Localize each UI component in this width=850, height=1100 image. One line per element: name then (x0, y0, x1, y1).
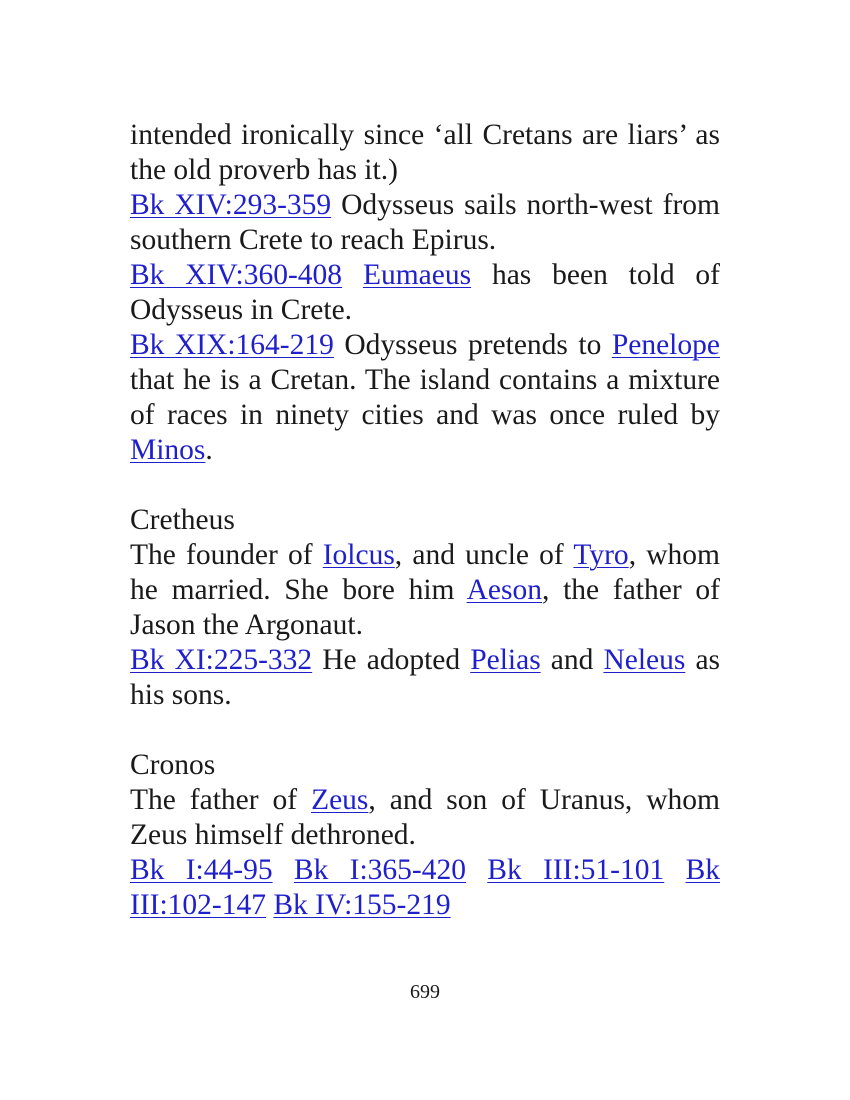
paragraph-proverb (130, 118, 720, 188)
link-bk-xiv-360-408[interactable]: Bk XIV:360-408 (130, 259, 343, 291)
paragraph-text: has been told of Odysseus in Crete. (130, 259, 721, 326)
paragraph-xix-164 (130, 328, 720, 468)
link-iolcus[interactable]: Iolcus (322, 539, 395, 571)
link-bk-iii-51-101[interactable]: Bk III:51-101 (487, 854, 665, 886)
paragraph-text: , whom he married. She bore him (130, 539, 720, 606)
link-bk-iv-155-219[interactable]: Bk IV:155-219 (273, 889, 451, 921)
entry-description-cronos (130, 783, 720, 853)
link-neleus[interactable]: Neleus (603, 644, 686, 676)
link-bk-i-44-95[interactable]: Bk I:44-95 (130, 854, 273, 886)
link-eumaeus[interactable]: Eumaeus (362, 259, 472, 291)
link-bk-xix-164-219[interactable]: Bk XIX:164-219 (130, 329, 334, 361)
paragraph-text: The father of (130, 784, 312, 816)
page-content (130, 118, 720, 923)
link-aeson[interactable]: Aeson (466, 574, 542, 606)
entry-references-cronos (130, 853, 720, 923)
paragraph-text: that he is a Cretan. The island contains a mixture of races in ninety cities and was once ruled by (130, 364, 720, 431)
link-zeus[interactable]: Zeus (311, 784, 369, 816)
page-number: 699 (410, 981, 440, 1003)
paragraph-xiv-360 (130, 258, 720, 328)
paragraph-text: Odysseus sails north-west from southern Crete to reach Epirus. (130, 189, 720, 256)
link-pelias[interactable]: Pelias (470, 644, 541, 676)
link-bk-xi-225-332[interactable]: Bk XI:225-332 (130, 644, 313, 676)
link-penelope[interactable]: Penelope (611, 329, 720, 361)
spacer-text (342, 259, 363, 291)
link-bk-xiv-293-359[interactable]: Bk XIV:293-359 (130, 189, 332, 221)
link-minos[interactable]: Minos (130, 434, 206, 466)
paragraph-text: as his sons. (130, 644, 721, 711)
entry-description-cretheus (130, 538, 720, 643)
paragraph-text: , the father of Jason the Argonaut. (130, 574, 720, 641)
entry-reference-cretheus (130, 643, 720, 713)
link-bk-iii-102-147[interactable]: Bk III:102-147 (130, 854, 721, 921)
paragraph-text: . (205, 434, 213, 466)
paragraph-text: He adopted (312, 644, 471, 676)
paragraph-text: and (540, 644, 604, 676)
paragraph-text: , and uncle of (394, 539, 574, 571)
link-tyro[interactable]: Tyro (573, 539, 629, 571)
entry-heading-cretheus: Cretheus (130, 504, 235, 536)
paragraph-text: Odysseus pretends to (333, 329, 612, 361)
paragraph-text: The founder of (130, 539, 323, 571)
entry-heading-cronos: Cronos (130, 749, 216, 781)
paragraph-text: , and son of Uranus, whom Zeus himself dethroned. (130, 784, 720, 851)
blank-line (130, 713, 720, 748)
link-bk-i-365-420[interactable]: Bk I:365-420 (293, 854, 466, 886)
blank-line (130, 468, 720, 503)
paragraph-text: intended ironically since ‘all Cretans are liars’ as the old proverb has it.) (130, 119, 720, 186)
paragraph-xiv-293 (130, 188, 720, 258)
